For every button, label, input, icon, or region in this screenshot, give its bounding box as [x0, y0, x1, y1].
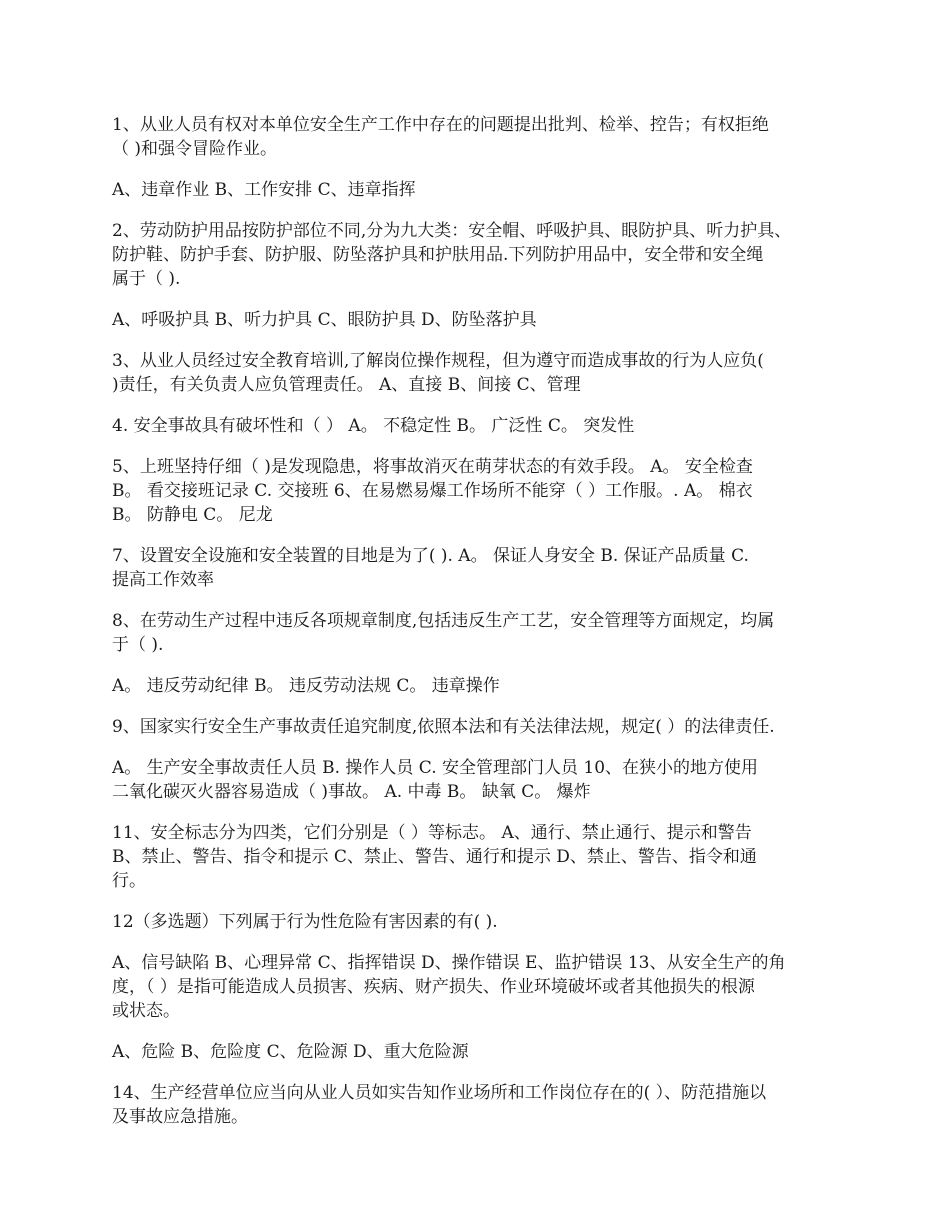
text-line: B、禁止、警告、指令和提示 C、禁止、警告、通行和提示 D、禁止、警告、指令和通 [112, 847, 757, 867]
text-line: 行。 [112, 871, 146, 891]
text-line: B。 防静电 C。 尼龙 [112, 505, 273, 525]
question-paragraph [112, 455, 840, 527]
question-paragraph [112, 308, 840, 332]
text-line: 5、上班坚持仔细（ )是发现隐患，将事故消灭在萌芽状态的有效手段。 A。 安全检查 [112, 457, 753, 477]
text-line: 14、生产经营单位应当向从业人员如实告知作业场所和工作岗位存在的( ）、防范措施以 [112, 1083, 767, 1103]
text-line: A、危险 B、危险度 C、危险源 D、重大危险源 [112, 1042, 469, 1062]
text-line: 11、安全标志分为四类，它们分别是（ ）等标志。 A、通行、禁止通行、提示和警告 [112, 823, 752, 843]
text-line: 4. 安全事故具有破坏性和（ ） A。 不稳定性 B。 广泛性 C。 突发性 [112, 416, 635, 436]
question-paragraph [112, 1081, 840, 1129]
question-paragraph [112, 910, 840, 934]
question-paragraph [112, 178, 840, 202]
question-paragraph [112, 113, 840, 161]
question-paragraph [112, 544, 840, 592]
question-paragraph [112, 715, 840, 739]
text-line: 12（多选题）下列属于行为性危险有害因素的有( ). [112, 912, 498, 932]
text-line: B。 看交接班记录 C. 交接班 6、在易燃易爆工作场所不能穿（ ）工作服。. A。 棉衣 [112, 481, 753, 501]
text-line: 2、劳动防护用品按防护部位不同,分为九大类：安全帽、呼吸护具、眼防护具、听力护具、 [112, 221, 792, 241]
text-line: 及事故应急措施。 [112, 1107, 248, 1127]
text-line: A。 违反劳动纪律 B。 违反劳动法规 C。 违章操作 [112, 676, 500, 696]
text-line: 属于（ ). [112, 269, 181, 289]
text-line: 度，（ ）是指可能造成人员损害、疾病、财产损失、作业环境破坏或者其他损失的根源 [112, 977, 755, 997]
question-paragraph [112, 219, 840, 291]
text-line: A、呼吸护具 B、听力护具 C、眼防护具 D、防坠落护具 [112, 310, 537, 330]
question-paragraph [112, 951, 840, 1023]
text-line: 防护鞋、防护手套、防护服、防坠落护具和护肤用品.下列防护用品中，安全带和安全绳 [112, 245, 764, 265]
text-line: A。 生产安全事故责任人员 B. 操作人员 C. 安全管理部门人员 10、在狭小的地方使用 [112, 758, 759, 778]
text-line: )责任，有关负责人应负管理责任。 A、直接 B、间接 C、管理 [112, 375, 581, 395]
question-paragraph [112, 349, 840, 397]
text-line: 或状态。 [112, 1001, 180, 1021]
question-paragraph [112, 609, 840, 657]
question-paragraph [112, 1040, 840, 1064]
question-paragraph [112, 674, 840, 698]
text-line: 9、国家实行安全生产事故责任追究制度,依照本法和有关法律法规，规定( ）的法律责任. [112, 717, 775, 737]
text-line: A、违章作业 B、工作安排 C、违章指挥 [112, 180, 416, 200]
question-paragraph [112, 821, 840, 893]
text-line: 于（ ). [112, 635, 164, 655]
text-line: 3、从业人员经过安全教育培训,了解岗位操作规程，但为遵守而造成事故的行为人应负( [112, 351, 764, 371]
text-line: 二氧化碳灭火器容易造成（ )事故。 A. 中毒 B。 缺氧 C。 爆炸 [112, 782, 591, 802]
text-line: 提高工作效率 [112, 570, 214, 590]
text-line: 7、设置安全设施和安全装置的目地是为了( ). A。 保证人身安全 B. 保证产品质量 C. [112, 546, 749, 566]
text-line: A、信号缺陷 B、心理异常 C、指挥错误 D、操作错误 E、监护错误 13、从安全生产的角 [112, 953, 786, 973]
text-line: （ )和强令冒险作业。 [112, 139, 278, 159]
question-paragraph [112, 756, 840, 804]
document-body [112, 113, 840, 1146]
text-line: 8、在劳动生产过程中违反各项规章制度,包括违反生产工艺，安全管理等方面规定，均属 [112, 611, 775, 631]
question-paragraph [112, 414, 840, 438]
text-line: 1、从业人员有权对本单位安全生产工作中存在的问题提出批判、检举、控告；有权拒绝 [112, 115, 769, 135]
